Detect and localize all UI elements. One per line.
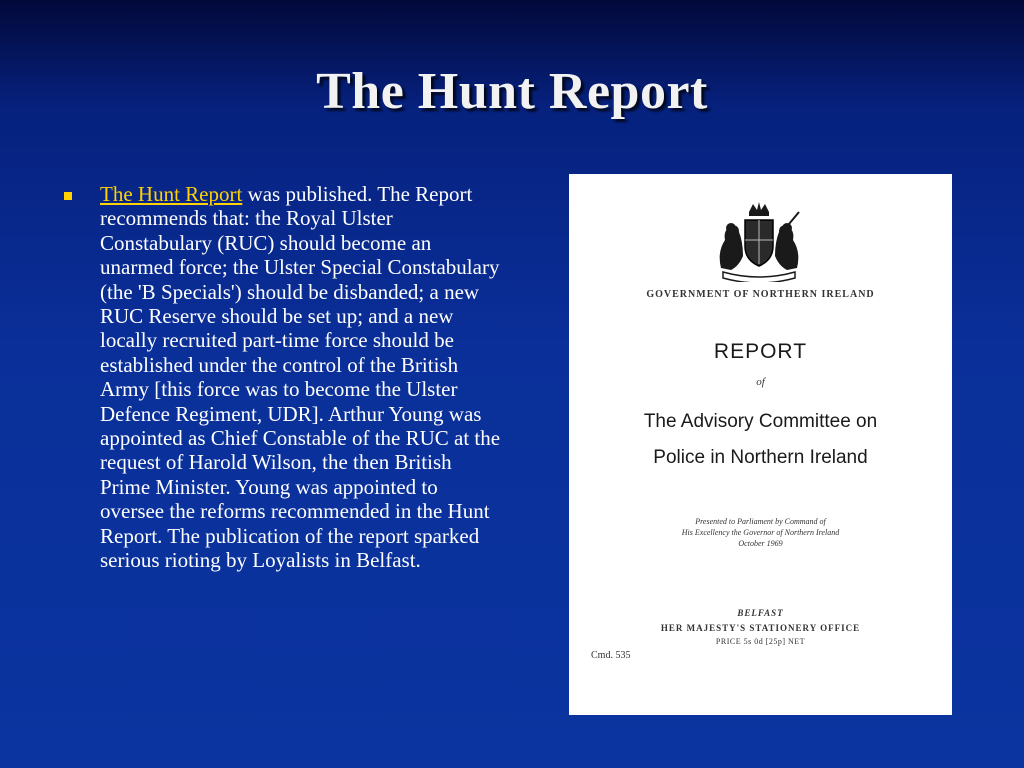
document-presented-line-1: Presented to Parliament by Command of <box>695 517 826 526</box>
document-of: of <box>756 376 765 388</box>
document-price: PRICE 5s 0d [25p] NET <box>715 637 806 646</box>
document-committee-line-2: Police in Northern Ireland <box>653 447 868 468</box>
document-government-heading: GOVERNMENT OF NORTHERN IRELAND <box>646 289 875 300</box>
document-command-number: Cmd. 535 <box>591 650 631 661</box>
bullet-list <box>60 182 505 573</box>
document-presented-line-3: October 1969 <box>738 539 783 548</box>
report-cover-image <box>569 174 952 715</box>
document-publisher: HER MAJESTY'S STATIONERY OFFICE <box>660 623 861 633</box>
bullet-item <box>100 182 505 573</box>
slide-title: The Hunt Report <box>316 63 708 120</box>
document-belfast: BELFAST <box>737 608 784 618</box>
royal-coat-of-arms-icon <box>709 202 809 282</box>
document-presented-note <box>569 516 952 549</box>
hunt-report-link[interactable]: The Hunt Report <box>100 182 243 206</box>
document-committee-line-1: The Advisory Committee on <box>643 411 878 432</box>
document-presented-line-2: His Excellency the Governor of Northern Ireland <box>681 528 840 537</box>
bullet-body-text: was published. The Report recommends that: the Royal Ulster Constabulary (RUC) should become an unarmed force; the Ulster Special Constabulary (the 'B Specials') should be disbanded; a new RUC Reserve should be set up; and a new locally recruited part-time force should be established under the control of the British Army [this force was to become the Ulster Defence Regiment, UDR]. Arthur Young was appointed as Chief Constable of the RUC at the request of Harold Wilson, the then British Prime Minister. Young was appointed to oversee the reforms recommended in the Hunt Report. The publication of the report sparked serious rioting by Loyalists in Belfast. <box>100 182 501 573</box>
document-report-title: REPORT <box>713 340 808 363</box>
bullet-marker-icon <box>64 192 72 200</box>
document-committee-title <box>569 404 952 476</box>
